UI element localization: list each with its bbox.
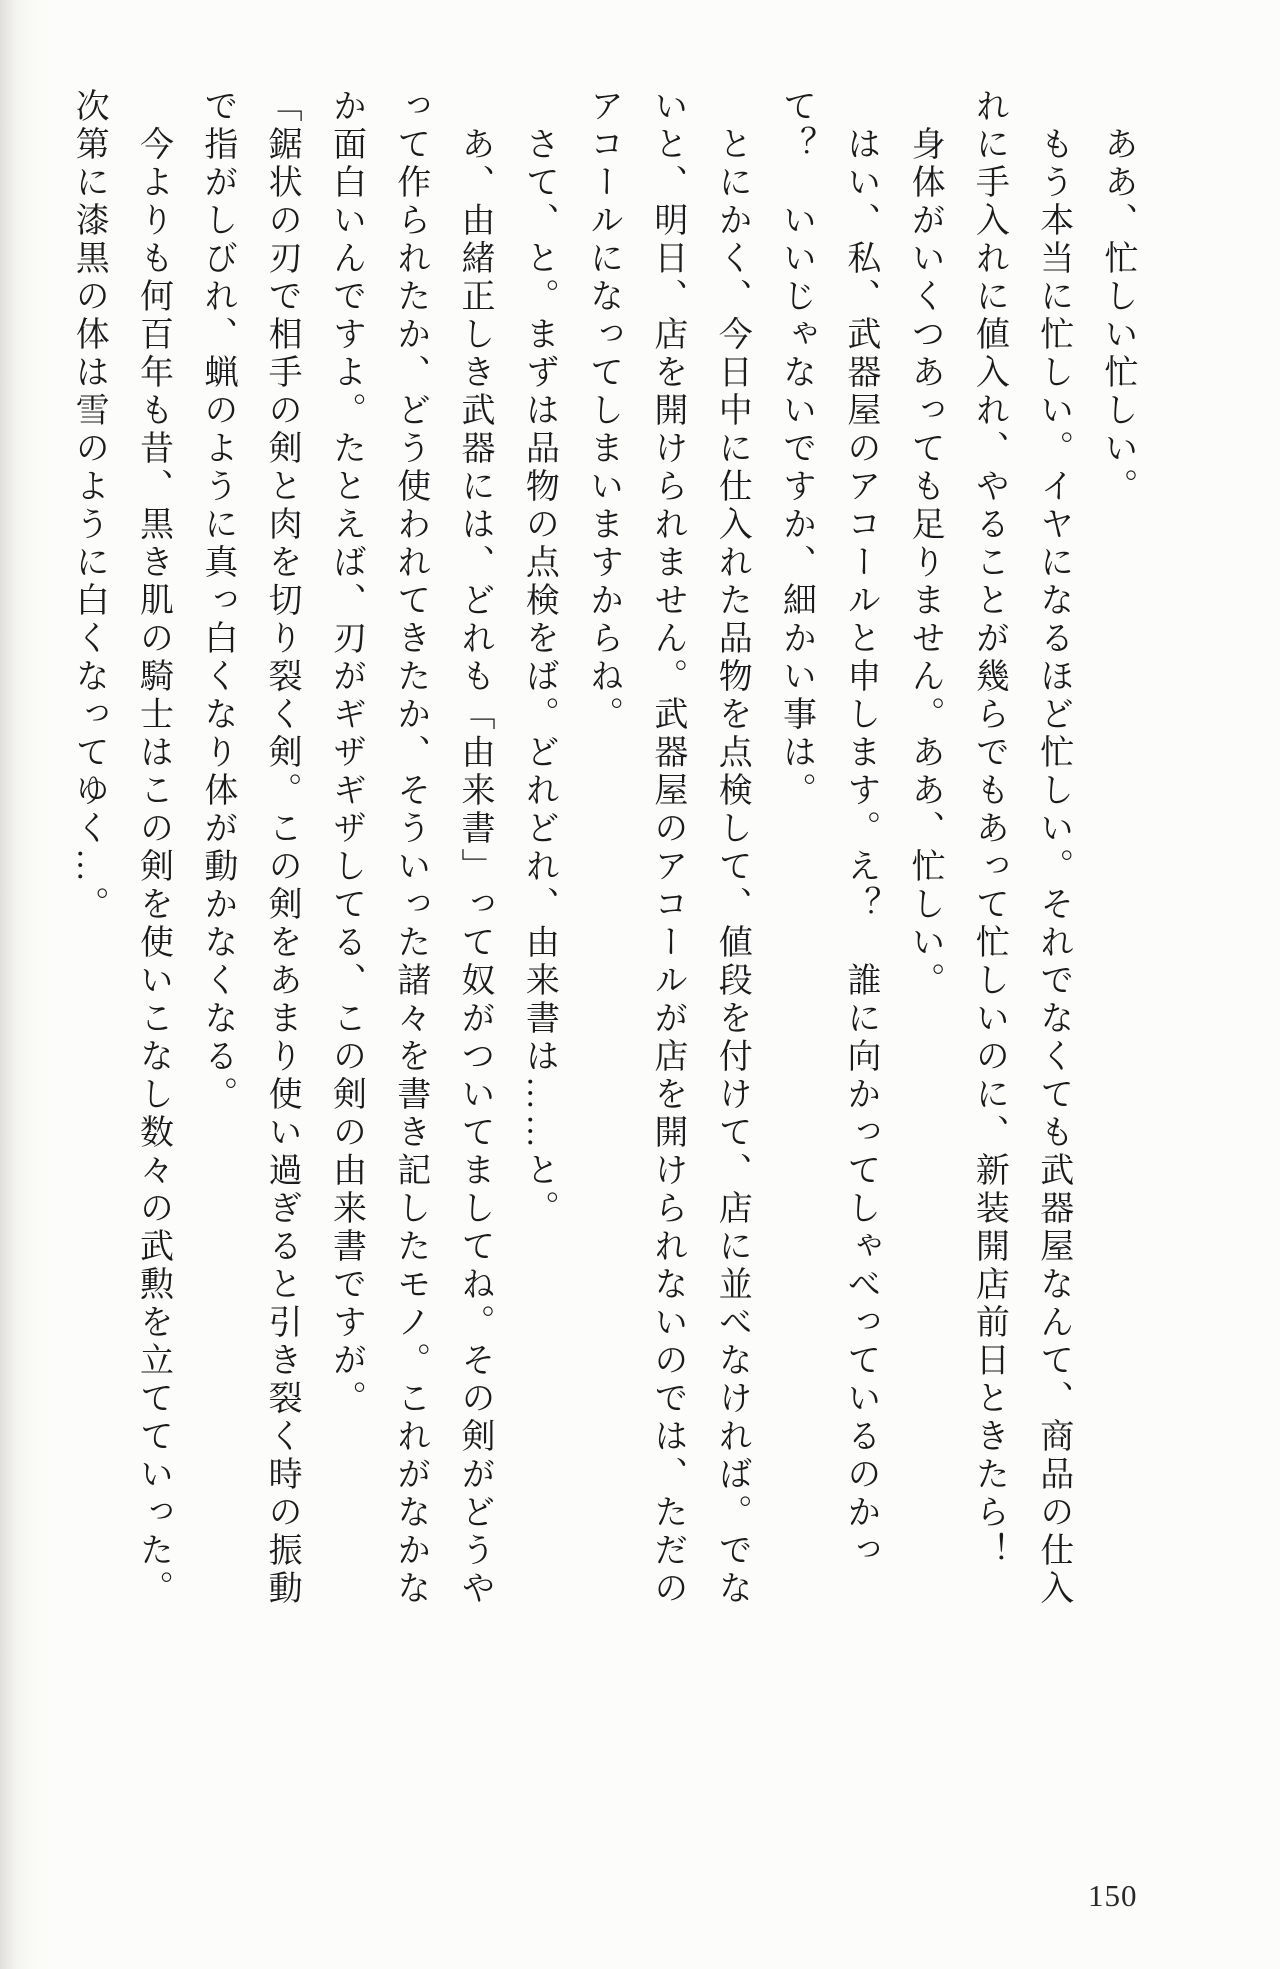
text-column: れに手入れに値入れ、やることが幾らでもあって忙しいのに、新装開店前日ときたら！	[970, 88, 1008, 1570]
text-column: とにかく、今日中に仕入れた品物を点検して、値段を付けて、店に並べなければ。でな	[713, 88, 751, 1608]
text-column: はい、私、武器屋のアコールと申します。え？ 誰に向かってしゃべっているのかっ	[841, 88, 879, 1570]
text-column: て？ いいじゃないですか、細かい事は。	[777, 88, 815, 810]
text-column: あ、由緒正しき武器には、どれも「由来書」って奴がついてましてね。その剣がどうや	[456, 88, 494, 1608]
text-column: さて、と。まずは品物の点検をば。どれどれ、由来書は……と。	[520, 88, 558, 1228]
text-column: で指がしびれ、蝋のように真っ白くなり体が動かなくなる。	[198, 88, 236, 1114]
text-column: 身体がいくつあっても足りません。ああ、忙しい。	[906, 88, 944, 1000]
text-column: か面白いんですよ。たとえば、刃がギザギザしてる、この剣の由来書ですが。	[327, 88, 365, 1418]
vertical-text-block	[56, 88, 1149, 1650]
text-column: 次第に漆黒の体は雪のように白くなってゆく…。	[70, 88, 108, 924]
page-number: 150	[1088, 1878, 1138, 1913]
text-column: いと、明日、店を開けられません。武器屋のアコールが店を開けられないのでは、ただの	[648, 88, 686, 1608]
text-column: 「鋸状の刃で相手の剣と肉を切り裂く剣。この剣をあまり使い過ぎると引き裂く時の振動	[263, 88, 301, 1608]
scan-edge-shadow	[0, 0, 58, 1969]
text-column: ああ、忙しい忙しい。	[1099, 88, 1136, 506]
text-column: もう本当に忙しい。イヤになるほど忙しい。それでなくても武器屋なんて、商品の仕入	[1034, 88, 1072, 1608]
text-column: って作られたか、どう使われてきたか、そういった諸々を書き記したモノ。これがなかな	[391, 88, 429, 1608]
text-column: アコールになってしまいますからね。	[584, 88, 622, 734]
text-column: 今よりも何百年も昔、黒き肌の騎士はこの剣を使いこなし数々の武勲を立てていった。	[134, 88, 172, 1608]
